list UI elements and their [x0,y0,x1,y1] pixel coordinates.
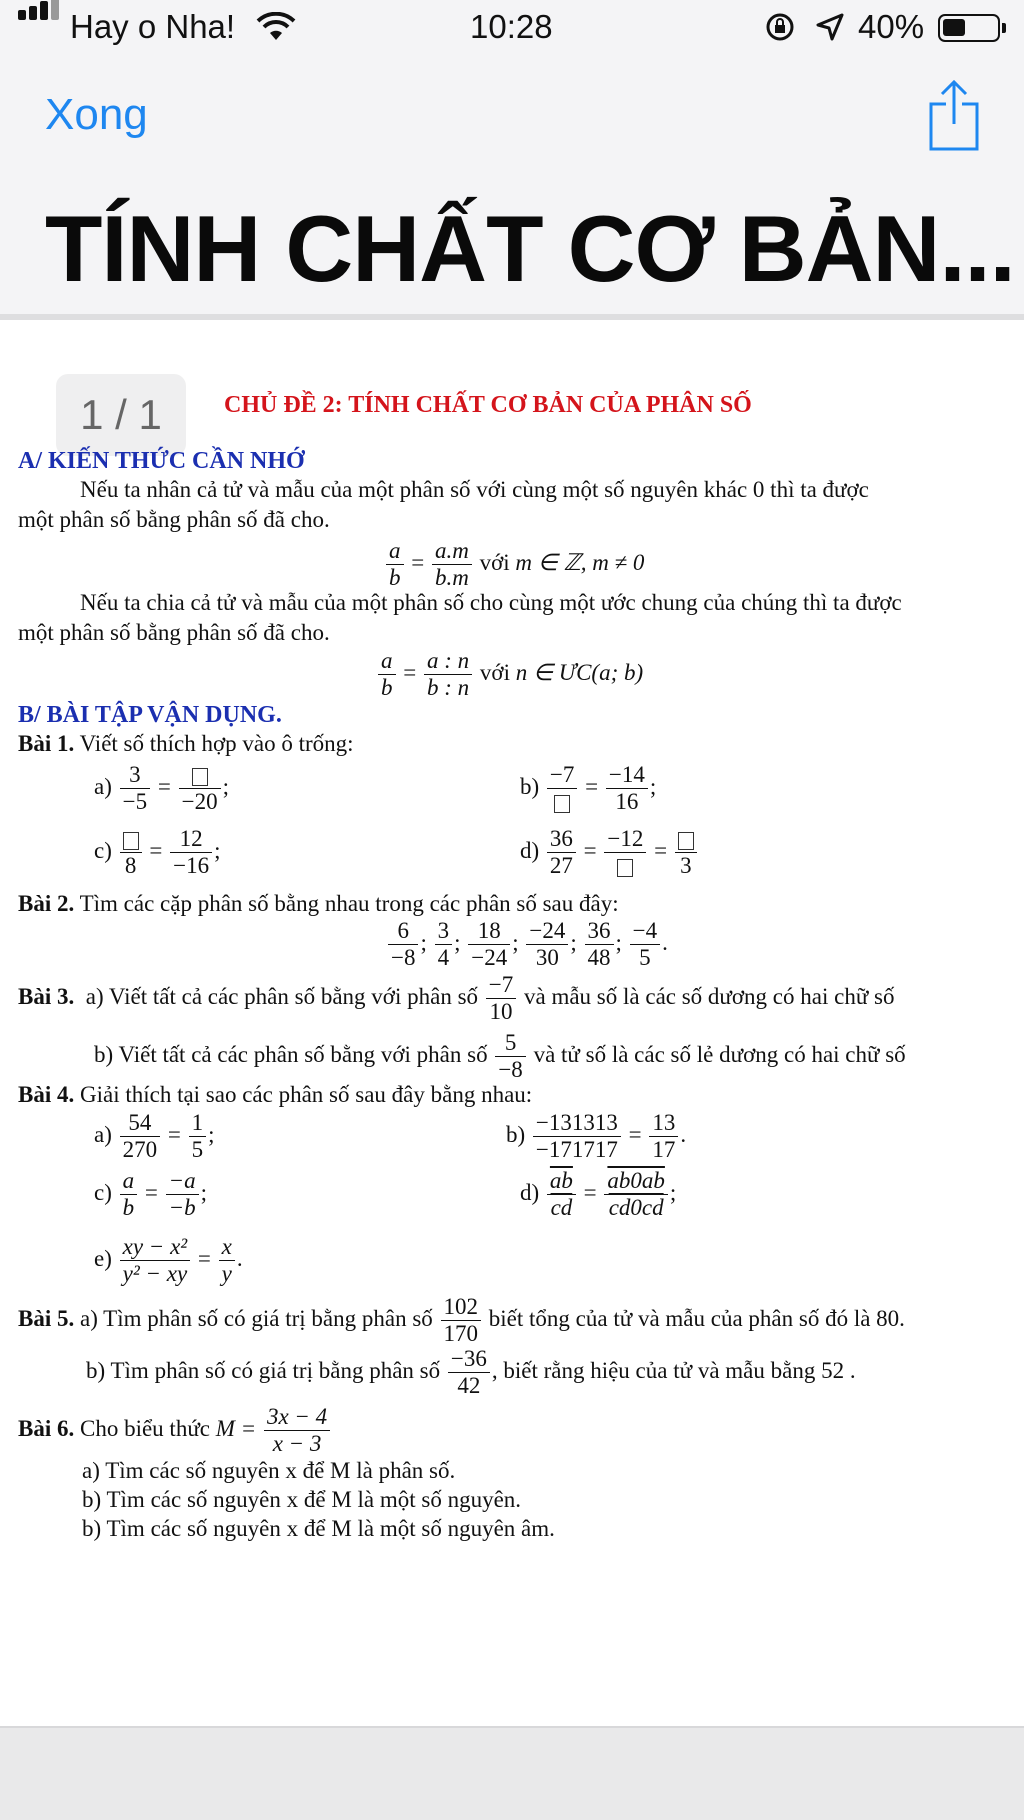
exercise-6-item: b) Tìm các số nguyên x để M là một số nguyên âm. [82,1516,555,1541]
formula-1: $\frac{a}{b}$ = $\frac{a.m}{b.m}$ với m ∈ ℤ, m ≠ 0 [384,538,644,592]
clock: 10:28 [470,8,553,45]
exercise-6-item: a) Tìm các số nguyên x để M là phân số. [82,1458,456,1483]
exercise-1a: a) $\frac{3}{-5}$ = −20 ; [94,762,229,815]
para-2-line-1: Nếu ta chia cả tử và mẫu của một phân số cho cùng một ước chung của chúng thì ta được [80,590,902,615]
exercise-4b: b) $\frac{-131313}{-171717}$ = $\frac{13}{17}$ . [506,1110,687,1163]
doc-heading: CHỦ ĐỀ 2: TÍNH CHẤT CƠ BẢN CỦA PHÂN SỐ [224,392,752,418]
exercise-3b: b) Viết tất cả các phân số bằng với phân số $\frac{5}{-8}$ và tử số là các số lẻ dương có hai chữ số [94,1030,906,1083]
exercise-4c: c) $\frac{a}{b}$ = $\frac{-a}{-b}$ ; [94,1168,208,1221]
done-button[interactable]: Xong [45,90,148,139]
exercise-6-item: b) Tìm các số nguyên x để M là một số nguyên. [82,1487,522,1512]
exercise-4e: e) $\frac{\text{xy − x²}}{\text{y² − xy}}$ = $\frac{x}{y}$ . [94,1234,243,1287]
exercise-5a: Bài 5. a) Tìm phân số có giá trị bằng phân số $\frac{102}{170}$ biết tổng của tử và mẫu của phân số đó là 80. [18,1294,905,1347]
exercise-3a: Bài 3. a) Viết tất cả các phân số bằng với phân số $\frac{-7}{10}$ và mẫu số là các số dương có hai chữ số [18,972,895,1025]
exercise-6-prompt: Bài 6. Cho biểu thức M = $\frac{3x - 4}{x - 3}$ [18,1404,332,1458]
exercise-1d: d) $\frac{36}{27}$ = −12 = 3 [520,826,699,880]
document-title: TÍNH CHẤT CƠ BẢN... [45,196,1015,301]
status-bar [0,0,1024,56]
para-2-line-2: một phân số bằng phân số đã cho. [18,620,330,645]
section-b-heading: B/ BÀI TẬP VẬN DỤNG. [18,702,282,728]
exercise-4-prompt: Bài 4. Giải thích tại sao các phân số sau đây bằng nhau: [18,1082,533,1107]
carrier-name: Hay o Nha! [70,8,236,45]
exercise-1c: c) 8 = $\frac{12}{-16}$ ; [94,826,221,879]
share-icon[interactable] [928,78,980,152]
section-a-heading: A/ KIẾN THỨC CẦN NHỚ [18,448,305,474]
orientation-lock-icon [765,12,795,42]
exercise-1b: b) −7 = $\frac{-14}{16}$ ; [520,762,657,815]
exercise-2-fractions: $\frac{6}{-8}$ ; $\frac{3}{4}$ ; $\frac{18}{-24}$ ; $\frac{-24}{30}$ ; $\frac{36}{48}$ ; $\frac{-4}{5}$ . [386,918,668,972]
battery-percent: 40% [858,8,925,45]
exercise-4d: d) $\frac{\overline{ab}}{cd}$ = $\frac{ab0ab}{cd0cd}$ ; [520,1168,677,1221]
exercise-2-prompt: Bài 2. Tìm các cặp phân số bằng nhau trong các phân số sau đây: [18,891,619,916]
page-indicator: 1 / 1 [56,374,186,456]
wifi-icon [256,12,296,42]
formula-2: $\frac{a}{b}$ = $\frac{a : n}{b : n}$ với n ∈ ƯC(a; b) [376,648,643,702]
para-1-line-1: Nếu ta nhân cả tử và mẫu của một phân số với cùng một số nguyên khác 0 thì ta được [80,477,869,502]
exercise-4a: a) $\frac{54}{270}$ = $\frac{1}{5}$ ; [94,1110,215,1163]
para-1-line-2: một phân số bằng phân số đã cho. [18,507,330,532]
exercise-5b: b) Tìm phân số có giá trị bằng phân số $\frac{-36}{42}$ , biết rằng hiệu của tử và mẫu bằng 52 . [86,1346,856,1399]
bottom-toolbar [0,1726,1024,1820]
battery-icon [938,14,1000,42]
location-arrow-icon [815,12,845,42]
exercise-1-prompt: Bài 1. Viết số thích hợp vào ô trống: [18,731,354,756]
viewer-header [0,0,1024,320]
